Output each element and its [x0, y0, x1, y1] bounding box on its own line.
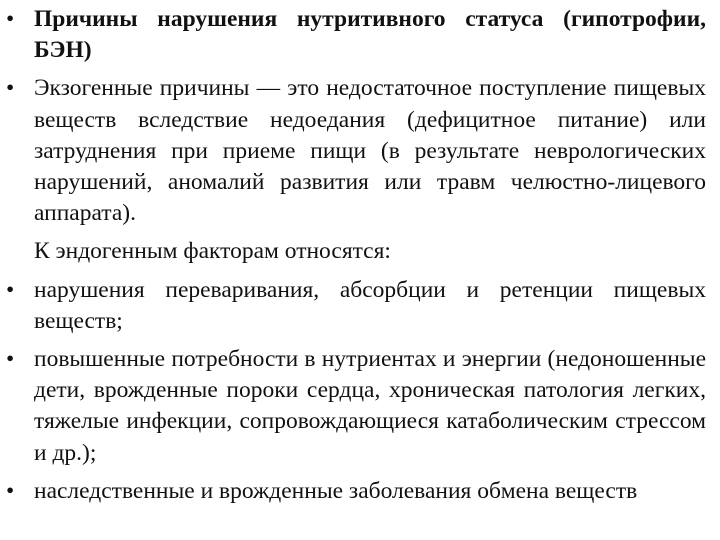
list-item [0, 476, 720, 507]
endogenous-intro: К эндогенным факторам относятся: [34, 238, 391, 265]
bullet-glyph: • [6, 276, 15, 303]
heading-text: Причины нарушения нутритивного статуса (гипотрофии, БЭН) [34, 6, 706, 64]
heading-item [0, 4, 720, 66]
bullet-glyph: • [6, 6, 15, 32]
list-item [0, 275, 720, 337]
list-item-text: нарушения переваривания, абсорбции и ретенции пищевых веществ; [34, 276, 706, 334]
bullet-glyph: • [6, 75, 15, 102]
list-item [0, 344, 720, 469]
exogenous-item [0, 73, 720, 229]
list-item-text: наследственные и врожденные заболевания обмена веществ [34, 477, 638, 504]
bullet-glyph: • [6, 477, 15, 504]
bullet-glyph: • [6, 346, 15, 373]
list-item-text: повышенные потребности в нутриентах и энергии (недоношенные дети, врожденные пороки сердца, хроническая патология легких, тяжелые инфекции, сопровождающиеся катаболическим стрессом и др.); [34, 346, 706, 466]
exogenous-text: Экзогенные причины — это недостаточное поступление пищевых веществ вследствие недоедания (дефицитное питание) или затруднения при приеме пищи (в результате неврологических нарушений, аномалий развития или травм челюстно-лицевого аппарата). [34, 75, 706, 227]
bullet-list [0, 4, 720, 514]
